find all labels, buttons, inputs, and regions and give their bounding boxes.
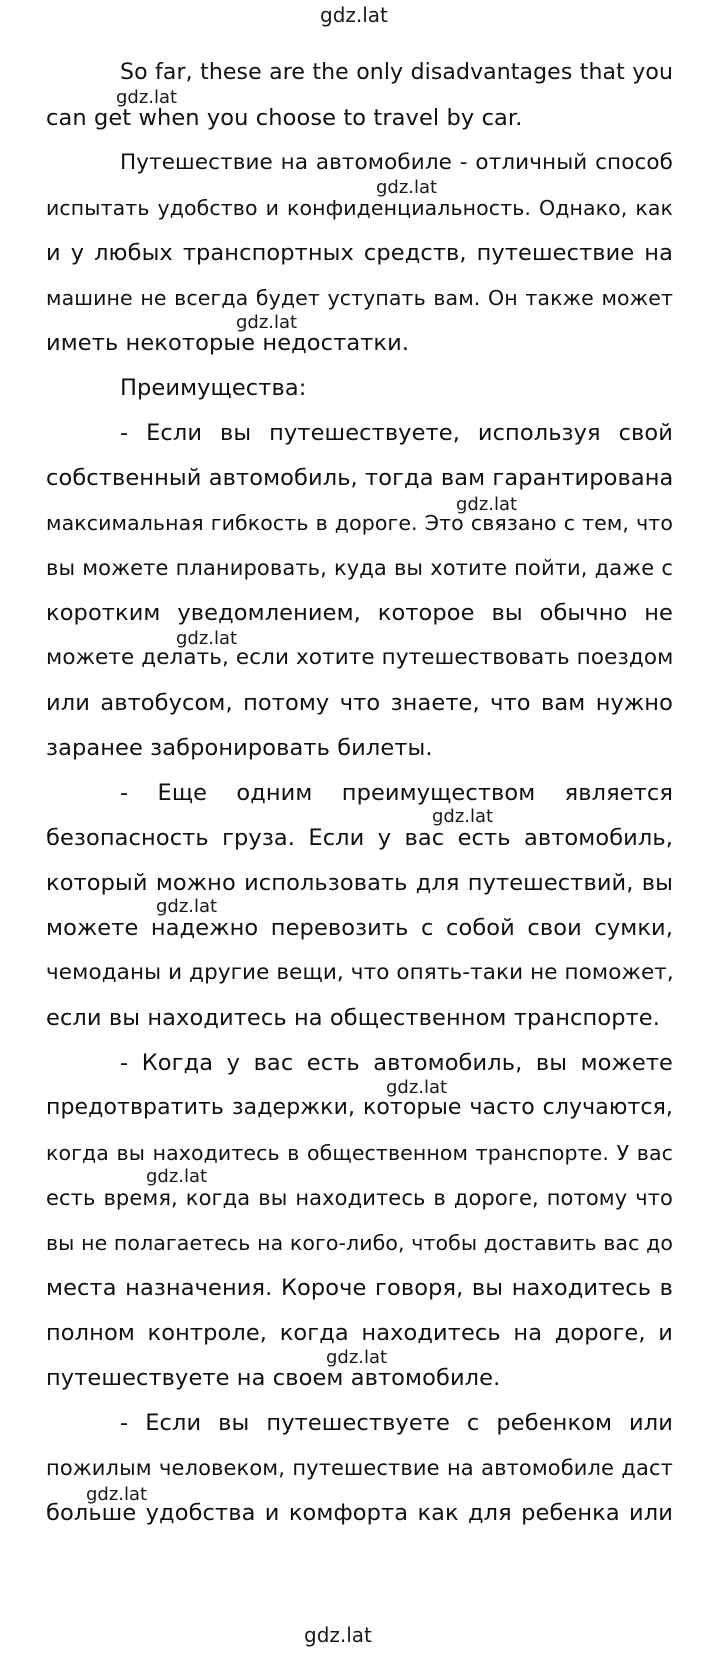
text-line: полном контроле, когда находитесь на дороге, и: [46, 1320, 673, 1346]
watermark-bottom: gdz.lat: [304, 1623, 372, 1647]
text-line: предотвратить задержки, которые часто случаются,: [46, 1095, 673, 1120]
watermark: gdz.lat: [116, 87, 178, 108]
text-line: вы не полагаетесь на кого-либо, чтобы доставить вас до: [46, 1231, 673, 1255]
text-line: - Если вы путешествуете, используя свой: [120, 420, 673, 446]
text-line: если вы находитесь на общественном транспорте.: [46, 1005, 660, 1031]
text-line: So far, these are the only disadvantages that you: [120, 60, 673, 85]
watermark-top: gdz.lat: [320, 3, 388, 27]
text-line: путешествуете на своем автомобиле.: [46, 1365, 501, 1391]
text-line: чемоданы и другие вещи, что опять-таки не поможет,: [46, 960, 674, 985]
text-line: можете делать, если хотите путешествовать поездом: [46, 645, 674, 670]
watermark: gdz.lat: [456, 494, 518, 515]
text-line: - Если вы путешествуете с ребенком или: [120, 1410, 673, 1436]
text-line: можете надежно перевозить с собой свои сумки,: [46, 915, 673, 941]
watermark: gdz.lat: [376, 177, 438, 198]
text-line: вы можете планировать, куда вы хотите пойти, даже с: [46, 556, 673, 580]
text-line: заранее забронировать билеты.: [46, 735, 433, 761]
text-line: места назначения. Короче говоря, вы находитесь в: [46, 1275, 673, 1301]
text-line: больше удобства и комфорта как для ребенка или: [46, 1500, 673, 1526]
text-line: испытать удобство и конфиденциальность. Однако, как: [46, 196, 673, 220]
text-line: - Еще одним преимуществом является: [120, 780, 673, 806]
text-line: когда вы находитесь в общественном транспорте. У вас: [46, 1141, 673, 1165]
text-line: максимальная гибкость в дороге. Это связано с тем, что: [46, 511, 673, 535]
watermark: gdz.lat: [386, 1077, 448, 1098]
watermark: gdz.lat: [146, 1166, 208, 1187]
text-line: can get when you choose to travel by car.: [46, 105, 523, 131]
text-line: машине не всегда будет уступать вам. Он также может: [46, 286, 673, 310]
text-line: есть время, когда вы находитесь в дороге, потому что: [46, 1186, 673, 1210]
text-line: пожилым человеком, путешествие на автомобиле даст: [46, 1456, 673, 1480]
text-line: иметь некоторые недостатки.: [46, 330, 410, 356]
text-line: - Когда у вас есть автомобиль, вы можете: [120, 1050, 673, 1076]
watermark: gdz.lat: [236, 312, 298, 333]
text-line: собственный автомобиль, тогда вам гарантирована: [46, 465, 674, 491]
watermark: gdz.lat: [432, 806, 494, 827]
text-line: который можно использовать для путешествий, вы: [46, 870, 673, 896]
watermark: gdz.lat: [86, 1484, 148, 1505]
watermark: gdz.lat: [176, 628, 238, 649]
text-line: или автобусом, потому что знаете, что вам нужно: [46, 690, 673, 716]
watermark: gdz.lat: [326, 1347, 388, 1368]
text-line: безопасность груза. Если у вас есть автомобиль,: [46, 825, 673, 851]
text-line: и у любых транспортных средств, путешествие на: [46, 240, 673, 266]
text-line: Путешествие на автомобиле - отличный способ: [120, 150, 673, 175]
section-heading: Преимущества:: [120, 375, 307, 401]
watermark: gdz.lat: [156, 896, 218, 917]
text-line: коротким уведомлением, которое вы обычно не: [46, 600, 673, 626]
